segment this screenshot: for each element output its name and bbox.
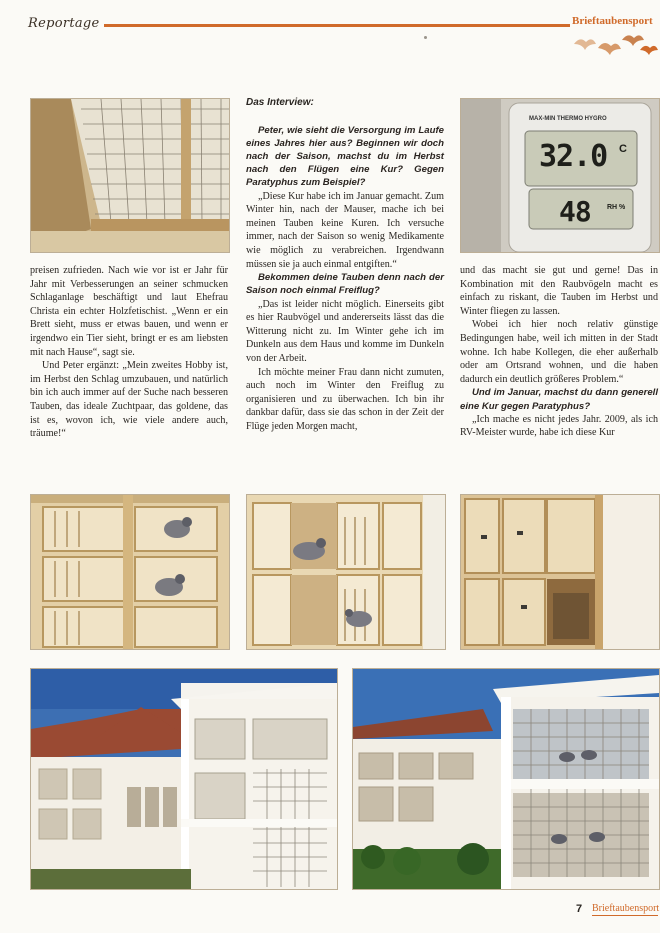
thermometer-brand: MAX-MIN THERMO HYGRO: [529, 116, 607, 122]
temperature-reading: 32.0: [539, 139, 608, 174]
photo-aviary-ceiling: [30, 98, 230, 253]
humidity-reading: 48: [559, 195, 591, 228]
temperature-unit: C: [619, 143, 627, 155]
footer-magazine: Brieftaubensport: [592, 903, 660, 914]
paragraph: preisen zufrieden. Nach wie vor ist er Jahr für Jahr mit Verbesserungen an seiner schmucken Schlaganlage beschäftigt und laut Ehefrau Christa ein echter Holzfetischist. „Wenn er ein Brett sieht, muss er etwas bauen, und wenn er irgendwo ein Tier sieht, bringt er es am liebsten mit nach Hause“, sagt sie.: [30, 265, 228, 358]
section-label: Reportage: [28, 16, 100, 31]
footer-rule: [592, 915, 658, 916]
text-column-middle: [246, 96, 444, 434]
paragraph: „Ich mache es nicht jedes Jahr. 2009, als ich RV-Meister wurde, habe ich diese Kur: [460, 413, 658, 439]
paragraph: Und Peter ergänzt: „Mein zweites Hobby ist, im Herbst den Schlag umzubauen, und natürlich bin ich auch immer auf der Suche nach besseren Tauben, das ideale Zuchtpaar, das goldene, das ist es, wovon ich, wie viele andere auch, träume!“: [30, 360, 228, 440]
interview-question: Bekommen deine Tauben denn nach der Saison noch einmal Freiflug?: [246, 272, 444, 297]
header-rule: [104, 24, 570, 27]
paragraph: Wobei ich hier noch relativ günstige Bedingungen habe, weil ich mitten in der Stadt wohne. Ich habe Kollegen, die eher außerhalb oder am Ortsrand wohnen, und die haben dadurch ein deutlich größeres Problem.“: [460, 319, 658, 385]
photo-nest-boxes-left: [30, 494, 230, 650]
photo-nest-boxes-middle: [246, 494, 446, 650]
page-number: 7: [576, 903, 583, 915]
interview-question: Und im Januar, machst du dann generell eine Kur gegen Paratyphus?: [460, 387, 658, 412]
paragraph: Ich möchte meiner Frau dann nicht zumuten, auch noch im Winter den Freiflug zu organisieren und zu überwachen. Ich bin ihr dankbar dafür, dass sie das schon in der Zeit der Flüge jeden Morgen macht,: [246, 366, 444, 432]
flying-pigeons-icon: [570, 30, 658, 56]
print-dot: [424, 36, 427, 39]
photo-nest-boxes-right: [460, 494, 660, 650]
photo-loft-exterior-left: [30, 668, 338, 890]
interview-heading: Das Interview:: [246, 97, 314, 108]
photo-loft-exterior-right: [352, 668, 660, 890]
paragraph: und das macht sie gut und gerne! Das in Kombination mit den Raubvögeln macht es einfach zu riskant, die Tauben im Herbst und Winter fliegen zu lassen.: [460, 265, 658, 317]
text-column-right: [460, 264, 658, 440]
magazine-title: Brieftaubensport: [572, 15, 653, 27]
paragraph: „Das ist leider nicht möglich. Einerseits gibt es hier Raubvögel und andererseits lässt das die Witterung nicht zu. Im Winter gehe ich im Dunkeln aus dem Haus und komme im Dunkeln von der Arbeit.: [246, 298, 444, 364]
interview-question: Peter, wie sieht die Versorgung im Laufe eines Jahres hier aus? Beginnen wir doch nach der Saison, machst du im Herbst nach den Flügen eine Kur? Gegen Paratyphus zum Beispiel?: [246, 124, 444, 189]
humidity-unit: RH %: [607, 204, 626, 211]
text-column-left: [30, 264, 228, 441]
photo-thermometer: [460, 98, 660, 253]
paragraph: „Diese Kur habe ich im Januar gemacht. Zum Winter hin, nach der Mauser, mache ich bei meinen Tauben keine Kuren. Ich versuche immer, nach der Saison so wenig Medikamente wie möglich zu verabreichen. Irgendwann müssen sie ja auch einmal entgiften.“: [246, 190, 444, 270]
